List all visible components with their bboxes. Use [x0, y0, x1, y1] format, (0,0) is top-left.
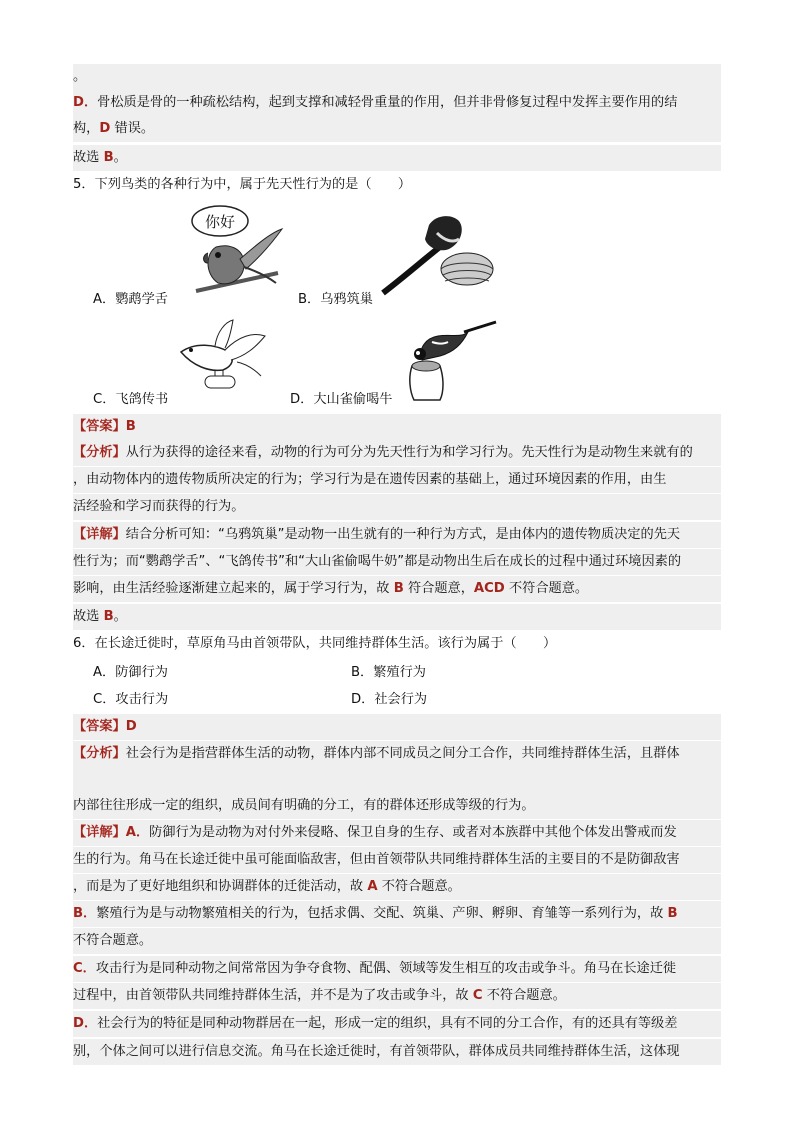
q5-option-b[interactable]	[298, 290, 373, 310]
detail-line	[73, 522, 721, 548]
conclusion-line	[73, 604, 721, 630]
q5-option-a[interactable]	[93, 290, 168, 310]
analysis-line	[73, 494, 721, 520]
answer-tag: 【答案】	[73, 719, 126, 734]
option-label: D	[99, 121, 111, 136]
option-text: D．社会行为	[351, 692, 428, 707]
option-text: A．鹦鹉学舌	[93, 292, 168, 307]
text: 不符合题意。	[504, 581, 589, 596]
q6-option-a[interactable]	[93, 663, 168, 683]
option-text: B．繁殖行为	[351, 665, 426, 680]
analysis-line	[73, 440, 721, 466]
text: 繁殖行为是与动物繁殖相关的行为，包括求偶、交配、筑巢、产卵、孵卵、育雏等一系列行为，故	[96, 906, 668, 921]
answer-letter: B	[103, 150, 114, 165]
detail-line	[73, 928, 721, 954]
option-label: D．	[73, 95, 98, 110]
answer-letter: B	[393, 581, 404, 596]
text-line	[73, 116, 721, 142]
analysis-spacer	[73, 771, 721, 793]
option-text: D．大山雀偷喝牛	[290, 392, 393, 407]
text: 活经验和学习而获得的行为。	[73, 499, 245, 514]
option-text: C．攻击行为	[93, 692, 169, 707]
text: 不符合题意。	[73, 933, 153, 948]
text: 社会行为的特征是同种动物群居在一起，形成一定的组织，具有不同的分工合作，有的还具有等级差	[97, 1016, 678, 1031]
q6-option-d[interactable]	[351, 690, 427, 710]
text: 骨松质是骨的一种疏松结构，起到支撑和减轻骨重量的作用，但并非骨修复过程中发挥主要作用的结	[97, 95, 678, 110]
text: 错误。	[110, 121, 155, 136]
detail-line	[73, 956, 721, 982]
text: 性行为；而“鹦鹉学舌”、“飞鸽传书”和“大山雀偷喝牛奶”都是动物出生后在成长的过程中通过环境因素的	[73, 554, 682, 569]
tit-milk-image	[398, 320, 498, 402]
period: 。	[73, 69, 87, 84]
analysis-line	[73, 793, 721, 819]
text: ，而是为了更好地组织和协调群体的迁徙活动，故	[73, 879, 368, 894]
answer-line	[73, 714, 721, 740]
text: 过程中，由首领带队共同维持群体生活，并不是为了攻击或争斗，故	[73, 988, 473, 1003]
option-label: B．	[73, 906, 97, 921]
answer-line	[73, 414, 721, 440]
detail-line	[73, 901, 721, 927]
answer-value: D	[125, 719, 137, 734]
q6-option-c[interactable]	[93, 690, 168, 710]
answer-letter: A	[367, 879, 378, 894]
text: 攻击行为是同种动物之间常常因为争夺食物、配偶、领域等发生相互的攻击或争斗。角马在长途迁徙	[95, 961, 677, 976]
answer-letter: ACD	[473, 581, 505, 596]
analysis-line	[73, 467, 721, 493]
answer-value: B	[125, 419, 136, 434]
conclusion-line	[73, 145, 721, 171]
speech-bubble-text: 你好	[204, 213, 236, 231]
text: 构，	[73, 121, 100, 136]
detail-line	[73, 874, 721, 900]
text: 符合题意，	[403, 581, 474, 596]
q6-option-b[interactable]	[351, 663, 426, 683]
text: 别，个体之间可以进行信息交流。角马在长途迁徙时，有首领带队，群体成员共同维持群体生活，这体现	[73, 1044, 680, 1059]
q5-option-d[interactable]	[290, 390, 392, 410]
pigeon-image	[175, 318, 267, 398]
text: 不符合题意。	[482, 988, 566, 1003]
text: 不符合题意。	[377, 879, 461, 894]
option-label: C．	[73, 961, 96, 976]
detail-line	[73, 820, 721, 846]
analysis-tag: 【分析】	[73, 746, 126, 761]
q5-option-c[interactable]	[93, 390, 168, 410]
text-line	[73, 90, 721, 116]
question-5-stem	[73, 172, 721, 198]
analysis-tag: 【分析】	[73, 445, 126, 460]
option-text: A．防御行为	[93, 665, 168, 680]
text: 内部往往形成一定的组织，成员间有明确的分工，有的群体还形成等级的行为。	[73, 798, 535, 813]
text: 结合分析可知：“乌鸦筑巢”是动物一出生就有的一种行为方式，是由体内的遗传物质决定的先天	[125, 527, 681, 542]
text-line	[73, 64, 721, 90]
crow-nest-image	[379, 203, 494, 298]
detail-tag: 【详解】	[73, 527, 126, 542]
analysis-line	[73, 741, 721, 771]
text: 。	[113, 609, 127, 624]
answer-letter: B	[103, 609, 114, 624]
text: 从行为获得的途径来看，动物的行为可分为先天性行为和学习行为。先天性行为是动物生来就有的	[125, 445, 693, 460]
detail-line	[73, 847, 721, 873]
answer-letter: C	[472, 988, 483, 1003]
text: 影响，由生活经验逐渐建立起来的，属于学习行为，故	[73, 581, 394, 596]
detail-tag: 【详解】	[73, 825, 126, 840]
parrot-image	[178, 203, 288, 295]
detail-line	[73, 549, 721, 575]
option-label: D．	[73, 1016, 98, 1031]
question-6-stem	[73, 631, 721, 657]
text: 故选	[73, 609, 104, 624]
option-text: C．飞鸽传书	[93, 392, 169, 407]
text: 社会行为是指营群体生活的动物，群体内部不同成员之间分工合作，共同维持群体生活，且群体	[125, 746, 680, 761]
text: 防御行为是动物为对付外来侵略、保卫自身的生存、或者对本族群中其他个体发出警戒而发	[149, 825, 677, 840]
answer-tag: 【答案】	[73, 419, 126, 434]
detail-line	[73, 1039, 721, 1065]
option-text: B．乌鸦筑巢	[298, 292, 373, 307]
text: ，由动物体内的遗传物质所决定的行为；学习行为是在遗传因素的基础上，通过环境因素的作用，由生	[73, 472, 667, 487]
answer-letter: B	[667, 906, 678, 921]
question-text: 5．下列鸟类的各种行为中，属于先天性行为的是（ ）	[73, 177, 412, 192]
text: 故选	[73, 150, 104, 165]
text: 生的行为。角马在长途迁徙中虽可能面临敌害，但由首领带队共同维持群体生活的主要目的不是防御敌害	[73, 852, 680, 867]
detail-line	[73, 983, 721, 1009]
question-text: 6．在长途迁徙时，草原角马由首领带队，共同维持群体生活。该行为属于（ ）	[73, 636, 557, 651]
detail-line	[73, 576, 721, 602]
detail-line	[73, 1011, 721, 1037]
option-label: A．	[125, 825, 150, 840]
text: 。	[113, 150, 127, 165]
